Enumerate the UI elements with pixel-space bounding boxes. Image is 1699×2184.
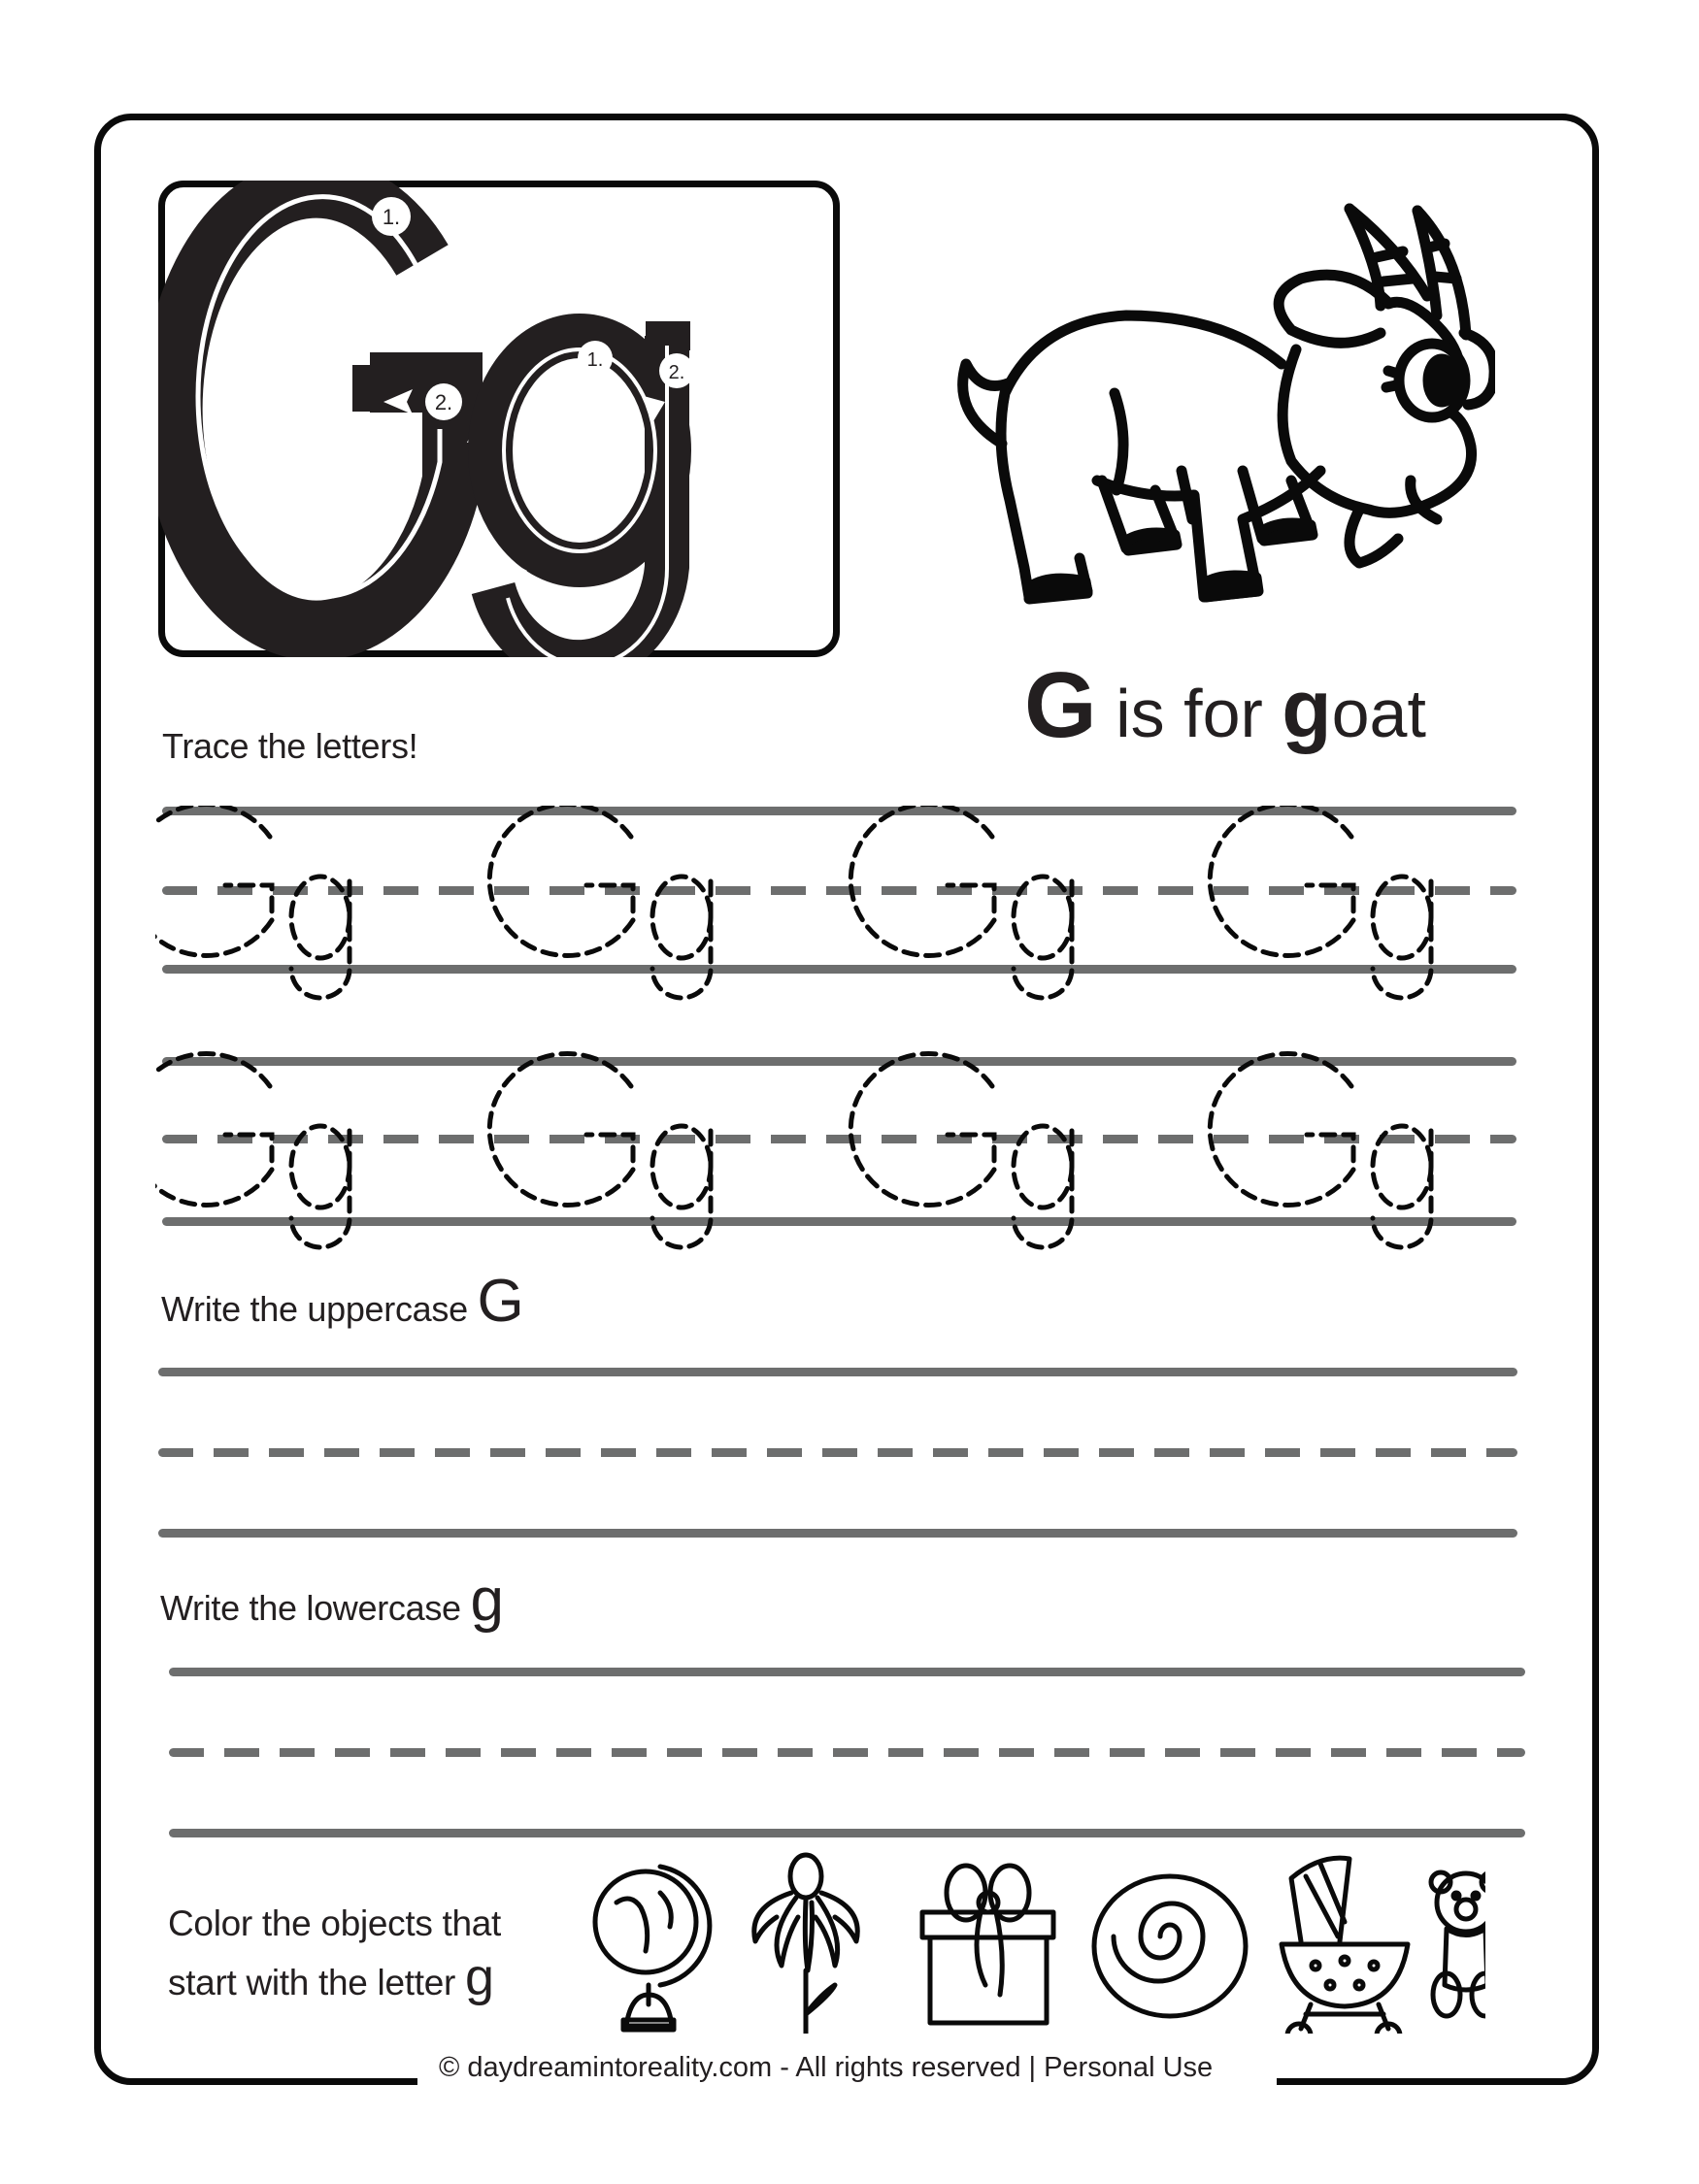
uppercase-mid-line[interactable] [158,1448,1517,1457]
uppercase-top-line[interactable] [158,1368,1517,1376]
caption-lower-letter: g [1282,663,1332,754]
lowercase-base-line[interactable] [169,1829,1525,1837]
uppercase-g-glyph [173,188,490,631]
lowercase-top-line[interactable] [169,1668,1525,1676]
flower-icon[interactable] [754,1855,857,2034]
svg-text:2.: 2. [668,362,685,383]
uppercase-heading [161,1268,524,1335]
color-objects-row [592,1849,1485,2034]
uppercase-heading-letter: G [477,1268,524,1335]
caption-g-is-for-goat [1024,652,1426,759]
globe-icon[interactable] [595,1867,710,2030]
caption-middle: is for [1096,676,1283,751]
svg-text:2.: 2. [434,390,453,414]
caption-upper-letter: G [1024,653,1097,757]
lowercase-mid-line[interactable] [169,1748,1525,1757]
color-instructions-line1: Color the objects that [168,1903,502,1943]
gift-icon[interactable] [922,1866,1053,2023]
footer-copyright: © daydreamintoreality.com - All rights reserved | Personal Use [439,2052,1214,2083]
lowercase-heading [160,1567,504,1634]
color-instructions-line2: start with the letter g [168,1948,494,2006]
stroller-icon[interactable] [1282,1858,1408,2034]
letter-stroke-guide-icon [158,181,840,657]
svg-text:1.: 1. [382,205,401,229]
color-instructions [168,1897,501,2010]
trace-letters-dotted-icon [155,806,1534,1272]
uppercase-base-line[interactable] [158,1529,1517,1538]
lowercase-g-glyph [490,321,694,657]
teddy-bear-icon[interactable] [1431,1872,1485,2016]
svg-text:1.: 1. [586,349,604,371]
lowercase-heading-letter: g [470,1567,504,1634]
trace-heading: Trace the letters! [162,726,418,766]
cinnamon-roll-icon[interactable] [1094,1876,1246,2016]
caption-rest: oat [1331,676,1426,751]
uppercase-heading-text: Write the uppercase [161,1289,478,1329]
goat-illustration-icon [932,189,1495,616]
lowercase-heading-text: Write the lowercase [160,1588,471,1628]
